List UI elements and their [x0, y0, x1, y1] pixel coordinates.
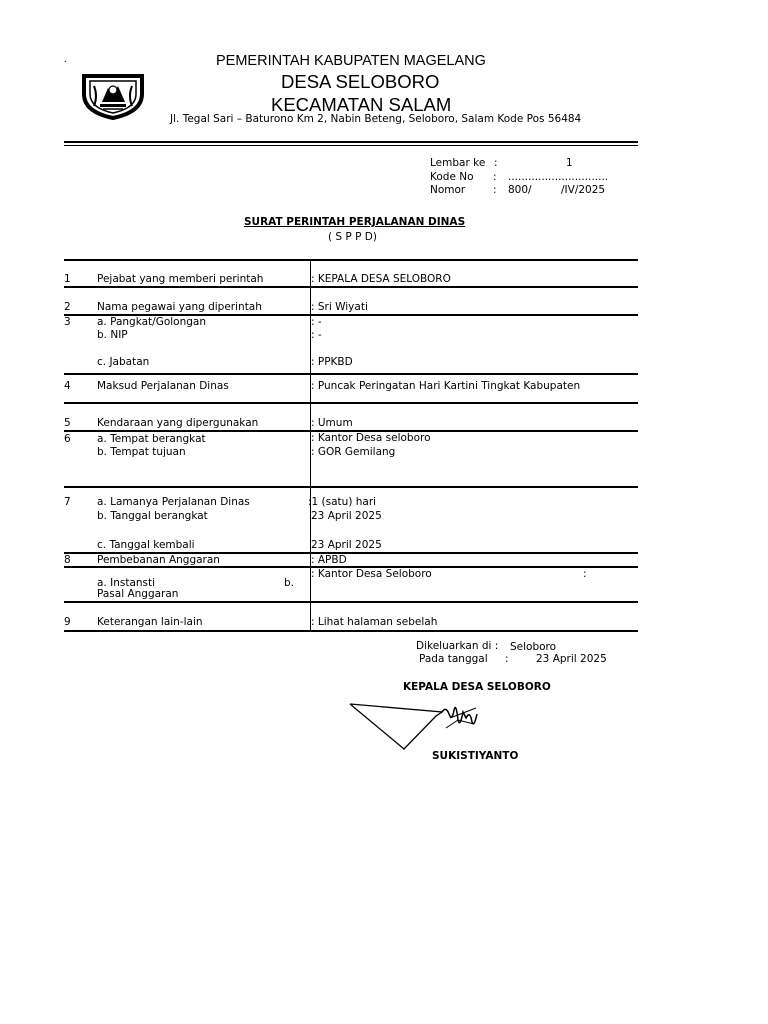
- dikeluarkan-label: Dikeluarkan di :: [416, 640, 499, 652]
- row7-number: 7: [64, 496, 71, 508]
- row5-label: Kendaraan yang dipergunakan: [97, 417, 259, 429]
- row5-value: : Umum: [311, 417, 353, 429]
- row8-value: : APBD: [311, 554, 347, 566]
- row3-label-b: b. NIP: [97, 329, 128, 341]
- header-address: Jl. Tegal Sari – Baturono Km 2, Nabin Beteng, Seloboro, Salam Kode Pos 56484: [170, 113, 582, 125]
- row5-number: 5: [64, 417, 71, 429]
- document-title: SURAT PERINTAH PERJALANAN DINAS: [244, 216, 466, 228]
- dikeluarkan-value: Seloboro: [510, 641, 557, 653]
- row2-label: Nama pegawai yang diperintah: [97, 301, 262, 313]
- kode-label: Kode No: [430, 171, 474, 183]
- row-divider: [64, 601, 638, 603]
- row1-label: Pejabat yang memberi perintah: [97, 273, 264, 285]
- row8-number: 8: [64, 554, 71, 566]
- row8-label-a: a. Instansti: [97, 577, 156, 589]
- header-divider-thick: [64, 141, 638, 143]
- header-line1: PEMERINTAH KABUPATEN MAGELANG: [216, 53, 486, 69]
- row8-value-b: : Kantor Desa Seloboro: [311, 568, 432, 580]
- table-bottom-line: [64, 630, 638, 632]
- signatory-name: SUKISTIYANTO: [432, 750, 519, 762]
- row3-number: 3: [64, 316, 71, 328]
- row3-value-b: : -: [311, 329, 322, 341]
- row3-value-a: : -: [311, 316, 322, 328]
- row6-value-a: : Kantor Desa seloboro: [311, 432, 431, 444]
- pada-tanggal-value: 23 April 2025: [536, 653, 607, 665]
- table-top-line: [64, 259, 638, 261]
- nomor-value-a: 800/: [508, 184, 532, 196]
- row4-label: Maksud Perjalanan Dinas: [97, 380, 229, 392]
- row-divider: [64, 402, 638, 404]
- row6-value-b: : GOR Gemilang: [311, 446, 396, 458]
- kode-value: ..............................: [508, 171, 609, 183]
- row-divider: [64, 373, 638, 375]
- row6-number: 6: [64, 433, 71, 445]
- row7-value-b: 23 April 2025: [311, 510, 382, 522]
- row9-number: 9: [64, 616, 71, 628]
- header-divider-thin: [64, 145, 638, 146]
- row8-value-c: :: [583, 568, 587, 580]
- row8-label: Pembebanan Anggaran: [97, 554, 220, 566]
- row2-value: : Sri Wiyati: [311, 301, 368, 313]
- row7-label-c: c. Tanggal kembali: [97, 539, 195, 551]
- lembar-label: Lembar ke: [430, 157, 486, 169]
- row4-value: : Puncak Peringatan Hari Kartini Tingkat Kabupaten: [311, 380, 581, 392]
- row3-label-a: a. Pangkat/Golongan: [97, 316, 207, 328]
- row7-value-a: :1 (satu) hari: [308, 496, 377, 508]
- row8-label-b: b.: [284, 577, 295, 589]
- pada-tanggal-label: Pada tanggal: [419, 653, 488, 665]
- row3-label-c: c. Jabatan: [97, 356, 150, 368]
- row-divider: [64, 486, 638, 488]
- lembar-value: 1: [566, 157, 573, 169]
- document-subtitle: ( S P P D): [328, 231, 377, 243]
- row9-label: Keterangan lain-lain: [97, 616, 203, 628]
- district-logo: [78, 68, 148, 120]
- kode-sep: :: [493, 171, 497, 183]
- row4-number: 4: [64, 380, 71, 392]
- row9-value: : Lihat halaman sebelah: [311, 616, 438, 628]
- row1-number: 1: [64, 273, 71, 285]
- row6-label-a: a. Tempat berangkat: [97, 433, 206, 445]
- nomor-value-b: /IV/2025: [561, 184, 606, 196]
- signatory-title: KEPALA DESA SELOBORO: [403, 681, 551, 693]
- header-line3: KECAMATAN SALAM: [271, 94, 452, 115]
- row3-value-c: : PPKBD: [311, 356, 353, 368]
- row7-label-a: a. Lamanya Perjalanan Dinas: [97, 496, 250, 508]
- row1-value: : KEPALA DESA SELOBORO: [311, 273, 451, 285]
- row7-label-b: b. Tanggal berangkat: [97, 510, 208, 522]
- header-line2: DESA SELOBORO: [281, 71, 440, 92]
- nomor-sep: :: [493, 184, 497, 196]
- nomor-label: Nomor: [430, 184, 466, 196]
- row2-number: 2: [64, 301, 71, 313]
- header-dot: .: [64, 54, 67, 65]
- lembar-sep: :: [494, 157, 498, 169]
- row6-label-b: b. Tempat tujuan: [97, 446, 186, 458]
- row7-value-c: 23 April 2025: [311, 539, 382, 551]
- signature: [346, 698, 486, 753]
- row8-label-c: Pasal Anggaran: [97, 588, 179, 600]
- pada-tanggal-sep: :: [505, 653, 509, 665]
- row-divider: [64, 286, 638, 288]
